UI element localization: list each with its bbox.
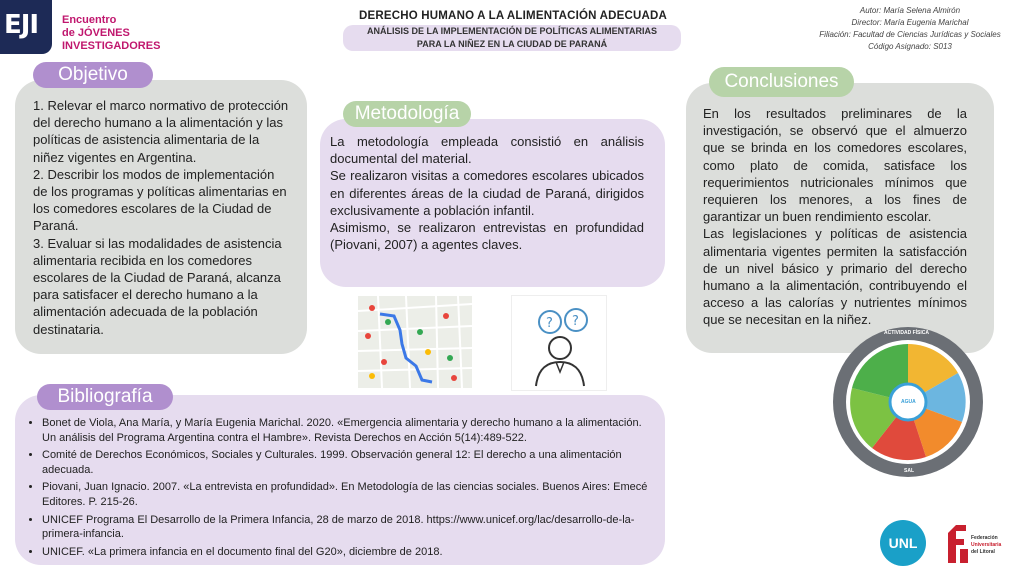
event-logo [0, 0, 160, 60]
map-graphic [358, 296, 472, 388]
person-question-icon [512, 296, 606, 390]
fuel-logo [944, 517, 1016, 569]
fuel-line-1: Federación [971, 535, 998, 541]
svg-text:?: ? [572, 314, 579, 329]
conclusiones-p1: En los resultados preliminares de la investigación, se observó que el almuerzo que se brinda en los comedores escolares, como plato de comida, satisface los requerimientos nutricionales mínimos que requieren los menores, a los fines de garantizar un buen rendimiento escolar. [703, 106, 967, 225]
assigned-code: Código Asignado: S013 [868, 42, 952, 51]
bibliografia-heading: Bibliografía [37, 384, 173, 410]
interview-illustration [511, 295, 607, 391]
bib-item: • Piovani, Juan Ignacio. 2007. «La entrevista en profundidad». En Metodología de las ciencias sociales. Buenos Aires: Emecé Editores. P. 215-26. [42, 480, 648, 509]
metodologia-p1: La metodología empleada consistió en análisis documental del material. [330, 134, 644, 167]
author: Autor: María Selena Almirón [859, 6, 961, 15]
svg-text:?: ? [546, 316, 553, 331]
bibliografia-list [28, 416, 648, 562]
unl-logo-text: UNL [888, 535, 918, 551]
unl-logo [880, 520, 926, 566]
stray-label: OBJETIVOS [660, 71, 694, 77]
conclusiones-text [703, 105, 967, 329]
fuel-line-3: del Litoral [971, 549, 995, 555]
affiliation: Filiación: Facultad de Ciencias Jurídicas y Sociales [819, 30, 1001, 39]
eji-mark-text: EJI [4, 10, 39, 40]
metodologia-heading: Metodología [343, 101, 471, 127]
map-image [358, 296, 472, 388]
bib-item: • UNICEF. «La primera infancia en el documento final del G20», diciembre de 2018. [42, 545, 648, 560]
plate-top-label: ACTIVIDAD FÍSICA [884, 330, 929, 336]
conclusiones-heading: Conclusiones [709, 67, 854, 97]
logo-line-1: Encuentro [62, 14, 117, 26]
fuel-mark-icon [944, 519, 970, 565]
objetivo-text: 1. Relevar el marco normativo de protección del derecho humano a la alimentación y las políticas de asistencia alimentaria de la niñez vigentes en Argentina. 2. Describir los modos de implementación de los programas y políticas alimentarias en los comedores escolares de la Ciudad de Paraná. 3. Evaluar si las modalidades de asistencia alimentaria recibida en los comedores escolares de la Ciudad de Paraná, alcanza para satisfacer el derecho humano a la alimentación adecuada de la población destinataria. [33, 98, 289, 337]
subtitle-line-1: ANÁLISIS DE LA IMPLEMENTACIÓN DE POLÍTICAS ALIMENTARIAS [367, 26, 657, 36]
logo-line-2: de JÓVENES [62, 27, 130, 39]
plate-center-label: AGUA [901, 399, 916, 405]
conclusiones-p2: Las legislaciones y políticas de asistencia alimentaria vigentes permiten la satisfacción de un nivel básico y primario del derecho humano a la alimentación, contribuyendo el acceso a las calorías y nutrientes mínimos que se necesitan en la niñez. [703, 226, 967, 328]
metodologia-text [330, 133, 644, 253]
logo-line-3: INVESTIGADORES [62, 40, 161, 52]
bib-item: • Bonet de Viola, Ana María, y María Eugenia Marichal. 2020. «Emergencia alimentaria y derecho humano a la alimentación. Un análisis del Programa Argentina contra el Hambre». Revista Derechos en Acción 5(14):489-522. [42, 416, 648, 445]
metodologia-p3: Asimismo, se realizaron entrevistas en profundidad (Piovani, 2007) a agentes claves. [330, 220, 644, 253]
plate-bottom-label: SAL [904, 468, 914, 474]
bib-item: • Comité de Derechos Económicos, Sociales y Culturales. 1999. Observación general 12: El derecho a una alimentación adecuada. [42, 448, 648, 477]
subtitle-line-2: PARA LA NIÑEZ EN LA CIUDAD DE PARANÁ [416, 39, 608, 49]
author-info [810, 5, 1010, 53]
food-plate-graphic [832, 326, 984, 478]
bib-item: • UNICEF Programa El Desarrollo de la Primera Infancia, 28 de marzo de 2018. https://www.unicef.org/lac/desarrollo-de-la-primera-infancia. [42, 513, 648, 542]
fuel-line-2: Universitaria [971, 542, 1002, 548]
poster-title: DERECHO HUMANO A LA ALIMENTACIÓN ADECUADA [358, 10, 668, 22]
objetivo-heading: Objetivo [33, 62, 153, 88]
metodologia-p2: Se realizaron visitas a comedores escolares ubicados en diferentes áreas de la ciudad de Paraná, dirigidos exclusivamente a población infantil. [330, 168, 644, 218]
director: Director: María Eugenia Marichal [851, 18, 969, 27]
